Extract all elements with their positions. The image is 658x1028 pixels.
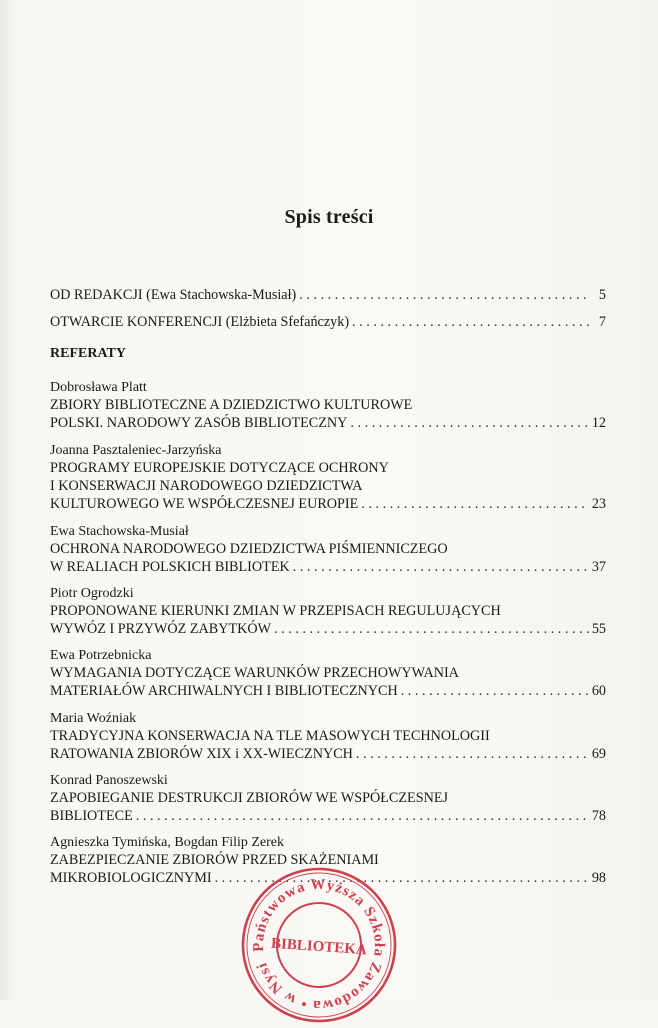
library-stamp <box>236 862 402 1028</box>
entry-title-line: PROPONOWANE KIERUNKI ZMIAN W PRZEPISACH REGULUJĄCYCH <box>50 603 501 619</box>
page-number: 60 <box>591 683 606 699</box>
page-number: 7 <box>598 314 606 330</box>
toc-entry <box>50 710 606 763</box>
stamp-ring-text: Państwowa Wyższa Szkoła Zawodowa • w Nysie <box>250 876 388 1014</box>
toc-entry-title: OD REDAKCJI (Ewa Stachowska-Musiał) <box>50 287 297 303</box>
toc-entry <box>50 772 606 825</box>
page-number: 12 <box>591 415 606 431</box>
leader-dots <box>352 313 589 331</box>
page-number: 98 <box>591 870 606 886</box>
stamp-center-text: BIBLIOTEKA <box>270 935 368 959</box>
leader-dots <box>299 286 589 304</box>
entry-author: Joanna Pasztaleniec-Jarzyńska <box>50 443 222 458</box>
entry-title-line: WYMAGANIA DOTYCZĄCE WARUNKÓW PRZECHOWYWANIA <box>50 665 459 681</box>
toc-entry <box>50 442 606 513</box>
entry-title-line: WYWÓZ I PRZYWÓZ ZABYTKÓW <box>50 621 272 637</box>
entry-author: Agnieszka Tymińska, Bogdan Filip Zerek <box>50 835 285 850</box>
entry-title-line: RATOWANIA ZBIORÓW XIX i XX-WIECZNYCH <box>50 746 353 762</box>
entry-author: Piotr Ogrodzki <box>50 586 134 601</box>
entry-title-line: MATERIAŁÓW ARCHIWALNYCH I BIBLIOTECZNYCH <box>50 683 398 699</box>
page-title: Spis treści <box>284 206 374 228</box>
toc-entry <box>50 523 606 576</box>
leader-dots <box>293 558 589 576</box>
entry-title-line: ZABEZPIECZANIE ZBIORÓW PRZED SKAŻENIAMI <box>50 852 379 868</box>
entry-author: Konrad Panoszewski <box>50 773 168 788</box>
entry-title-line: ZBIORY BIBLIOTECZNE A DZIEDZICTWO KULTUROWE <box>50 397 413 413</box>
leader-dots <box>136 807 589 825</box>
leader-dots <box>274 620 589 638</box>
entry-title-line: BIBLIOTECE <box>50 808 133 824</box>
entry-author: Ewa Potrzebnicka <box>50 648 152 663</box>
leader-dots <box>401 682 589 700</box>
page-number: 55 <box>591 621 606 637</box>
toc-entry <box>50 647 606 700</box>
entry-title-line: MIKROBIOLOGICZNYMI <box>50 870 212 886</box>
leader-dots <box>350 414 588 432</box>
entry-title-line: OCHRONA NARODOWEGO DZIEDZICTWA PIŚMIENNICZEGO <box>50 541 448 557</box>
page-number: 78 <box>591 808 606 824</box>
entry-title-line: TRADYCYJNA KONSERWACJA NA TLE MASOWYCH TECHNOLOGII <box>50 728 490 744</box>
entry-title-line: PROGRAMY EUROPEJSKIE DOTYCZĄCE OCHRONY <box>50 460 389 476</box>
page-number: 5 <box>598 287 606 303</box>
section-heading: REFERATY <box>50 346 126 361</box>
entry-title-line: POLSKI. NARODOWY ZASÓB BIBLIOTECZNY <box>50 415 348 431</box>
entry-author: Maria Woźniak <box>50 711 137 726</box>
page-number: 69 <box>591 746 606 762</box>
page-number: 37 <box>591 559 606 575</box>
toc-front-item <box>50 313 606 331</box>
toc-front-item <box>50 286 606 304</box>
entry-title-line: W REALIACH POLSKICH BIBLIOTEK <box>50 559 290 575</box>
entry-title-line: KULTUROWEGO WE WSPÓŁCZESNEJ EUROPIE <box>50 496 359 512</box>
entry-author: Dobrosława Platt <box>50 380 147 395</box>
page-number: 23 <box>591 496 606 512</box>
entry-author: Ewa Stachowska-Musiał <box>50 524 189 539</box>
entry-title-line: ZAPOBIEGANIE DESTRUKCJI ZBIORÓW WE WSPÓŁCZESNEJ <box>50 790 449 806</box>
toc-entry <box>50 379 606 432</box>
entry-title-line: I KONSERWACJI NARODOWEGO DZIEDZICTWA <box>50 478 363 494</box>
leader-dots <box>356 745 589 763</box>
leader-dots <box>361 495 588 513</box>
toc-entry-title: OTWARCIE KONFERENCJI (Elżbieta Sfefańczyk) <box>50 314 350 330</box>
toc-entry <box>50 585 606 638</box>
